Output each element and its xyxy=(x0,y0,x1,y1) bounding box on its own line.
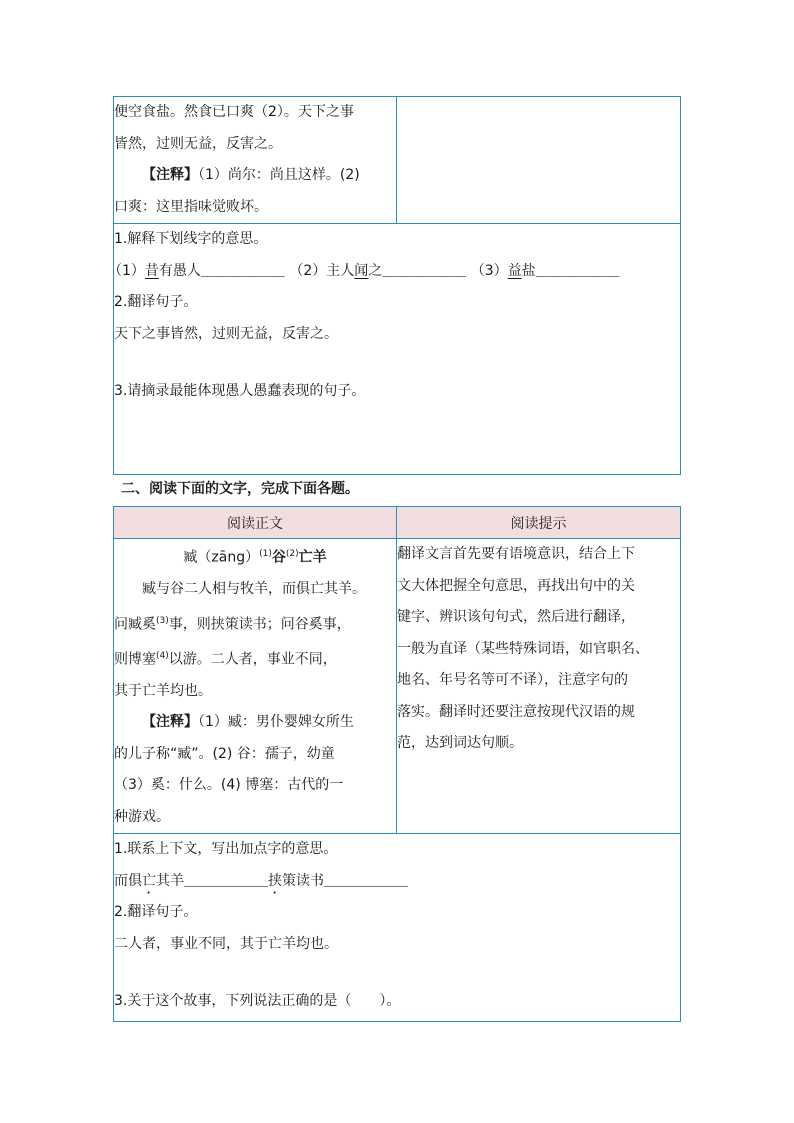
reading-table-1 xyxy=(108,96,681,475)
note-mark: (3) xyxy=(156,615,169,626)
passage-cell xyxy=(114,97,397,224)
note-mark: (4) xyxy=(156,650,169,661)
question-1-title: 1.联系上下文，写出加点字的意思。 xyxy=(114,841,338,858)
passage-title xyxy=(114,539,396,574)
passage-text: 事，则挟策读书；问谷奚事， xyxy=(168,616,351,633)
note-label: 【注释】 xyxy=(142,167,198,183)
hint-line: 翻译文言首先要有语境意识，结合上下 xyxy=(397,546,635,562)
title-text: 谷 xyxy=(271,549,286,566)
passage-text: 以游。二人者，事业不同， xyxy=(168,651,337,668)
answer-blank[interactable]: ＿＿＿＿＿＿ xyxy=(200,262,285,279)
questions-cell xyxy=(108,224,681,475)
passage-line: 其于亡羊均也。 xyxy=(114,682,212,699)
question-2-sentence: 二人者，事业不同，其于亡羊均也。 xyxy=(114,935,338,952)
hint-line: 文大体把握全句意思，再找出句中的关 xyxy=(397,577,635,594)
hint-line: 一般为直译（某些特殊词语，如官职名、 xyxy=(397,640,649,657)
question-1-items xyxy=(108,256,680,288)
dotted-word: 挟 xyxy=(268,872,282,889)
question-1-title: 1.解释下划线字的意思。 xyxy=(114,231,268,247)
answer-blank[interactable]: ＿＿＿＿＿＿ xyxy=(184,872,268,889)
question-1-items xyxy=(114,866,680,898)
passage-line xyxy=(114,641,396,676)
questions-cell xyxy=(114,834,681,1022)
passage-text: 则博塞 xyxy=(114,651,156,668)
question-3-title: 3.关于这个故事，下列说法正确的是（ ）。 xyxy=(114,993,401,1010)
title-note-mark: (2) xyxy=(285,549,299,559)
note-line: 种游戏。 xyxy=(114,808,170,825)
item-text: 盐 xyxy=(521,262,536,279)
passage-line: 便空食盐。然食已口爽（2）。天下之事 xyxy=(114,104,354,120)
section-2-heading: 二、阅读下面的文字，完成下面各题。 xyxy=(121,481,359,497)
item-text: 有愚人 xyxy=(158,262,201,279)
hint-cell xyxy=(397,539,681,834)
hint-line: 键字、辨识该句句式，然后进行翻译， xyxy=(397,609,635,625)
note-line: 的儿子称“臧”。(2) 谷：孺子，幼童 xyxy=(114,745,335,762)
item-number: （2） xyxy=(289,262,327,279)
question-3-title: 3.请摘录最能体现愚人愚蠢表现的句子。 xyxy=(114,383,366,399)
passage-line: 臧与谷二人相与牧羊，而俱亡其羊。 xyxy=(142,581,366,598)
item-text: 其羊 xyxy=(156,872,184,889)
dotted-word: 亡 xyxy=(142,872,156,889)
hint-line: 落实。翻译时还要注意按现代汉语的规 xyxy=(397,703,635,720)
item-text: 之 xyxy=(368,262,383,279)
note-line xyxy=(114,707,396,739)
passage-text: 问臧奚 xyxy=(114,616,156,633)
passage-line: 皆然，过则无益，反害之。 xyxy=(114,135,282,152)
item-text: 而俱 xyxy=(114,872,142,889)
answer-blank[interactable]: ＿＿＿＿＿＿ xyxy=(535,262,620,279)
col-header-hint: 阅读提示 xyxy=(397,507,681,539)
answer-blank[interactable]: ＿＿＿＿＿＿ xyxy=(324,872,408,889)
title-text: 亡羊 xyxy=(298,549,327,566)
underlined-word: 闻 xyxy=(354,262,369,279)
passage-cell xyxy=(114,539,397,834)
reading-table-2 xyxy=(113,506,681,1022)
item-number: （3） xyxy=(470,262,508,279)
note-text: （1）臧：男仆婴婢女所生 xyxy=(198,714,354,731)
question-2-title: 2.翻译句子。 xyxy=(114,294,198,310)
hint-cell-empty xyxy=(397,97,681,224)
hint-line: 范，达到词达句顺。 xyxy=(397,735,523,751)
item-number: （1） xyxy=(108,262,145,279)
note-line xyxy=(114,160,396,192)
question-2-sentence: 天下之事皆然，过则无益，反害之。 xyxy=(114,325,338,342)
passage-line xyxy=(114,606,396,641)
note-label: 【注释】 xyxy=(142,714,198,731)
hint-line: 地名、年号名等可不译），注意字句的 xyxy=(397,672,628,688)
answer-space[interactable] xyxy=(114,960,680,986)
col-header-text: 阅读正文 xyxy=(114,507,397,539)
answer-space[interactable] xyxy=(114,350,680,376)
underlined-word: 昔 xyxy=(144,262,159,279)
item-text: 策读书 xyxy=(282,872,324,889)
item-text: 主人 xyxy=(326,262,355,279)
note-line: （3）奚：什么。(4) 博塞：古代的一 xyxy=(114,777,344,794)
note-text: （1）尚尔：尚且这样。(2) xyxy=(198,167,360,183)
answer-blank[interactable]: ＿＿＿＿＿＿ xyxy=(382,262,467,279)
question-2-title: 2.翻译句子。 xyxy=(114,904,198,921)
note-line: 口爽：这里指味觉败坏。 xyxy=(114,198,268,215)
title-note-mark: (1) xyxy=(259,549,272,559)
title-text: 臧（zāng） xyxy=(183,549,260,566)
underlined-word: 益 xyxy=(507,262,522,279)
